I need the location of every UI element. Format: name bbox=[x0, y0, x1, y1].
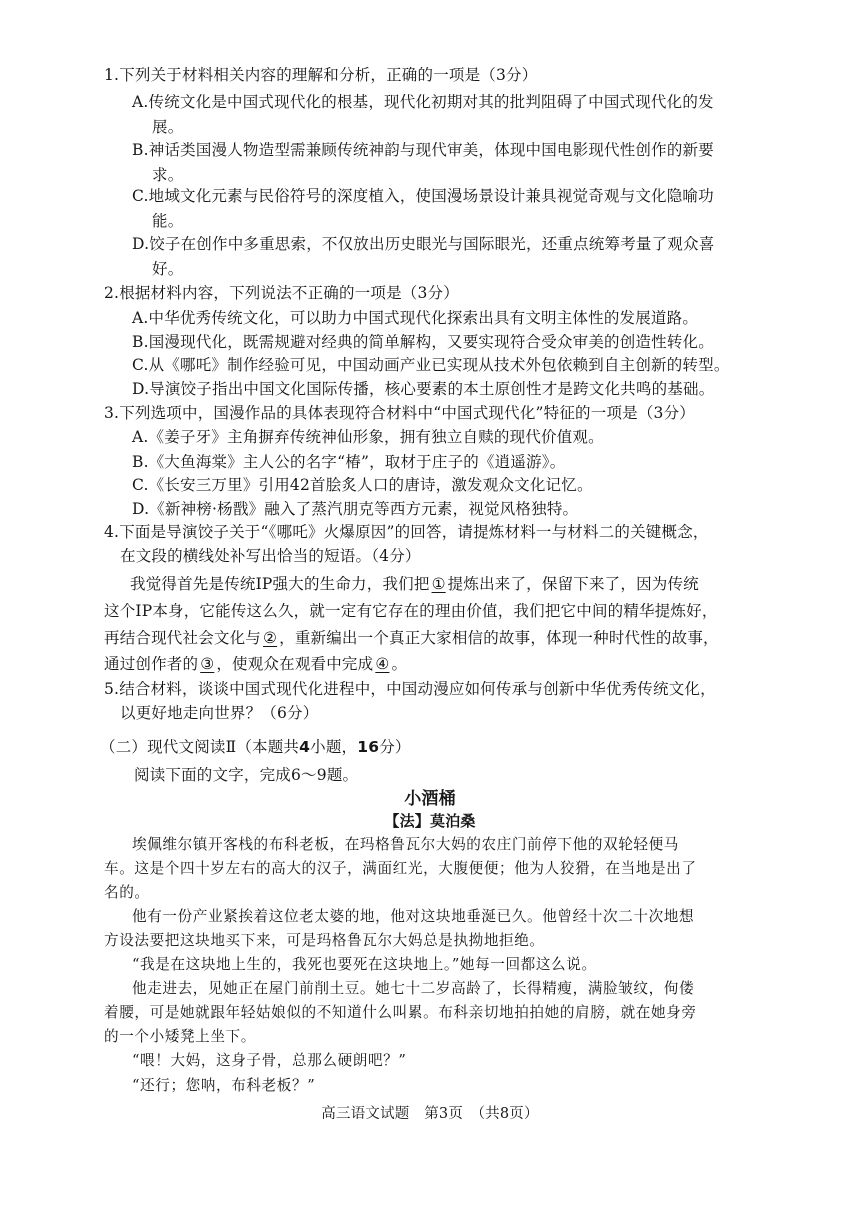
q3-stem: 3.下列选项中，国漫作品的具体表现符合材料中“中国式现代化”特征的一项是（3分） bbox=[104, 404, 696, 422]
q4-text: 再结合现代社会文化与 bbox=[104, 629, 262, 647]
story-line: 他走进去，见她正在屋门前削土豆。她七十二岁高龄了，长得精瘦，满脸皱纹，佝偻 bbox=[132, 980, 695, 997]
q1-option-c: C.地域文化元素与民俗符号的深度植入，使国漫场景设计兼具视觉奇观与文化隐喻功 bbox=[132, 187, 714, 205]
section-heading-score: 16 bbox=[357, 738, 380, 756]
section-instruction: 阅读下面的文字，完成6～9题。 bbox=[134, 766, 359, 784]
story-line: 埃佩维尔镇开客栈的布科老板，在玛格鲁瓦尔大妈的农庄门前停下他的双轮轻便马 bbox=[132, 836, 679, 853]
story-line: 车。这是个四十岁左右的高大的汉子，满面红光，大腹便便；他为人狡猾，在当地是出了 bbox=[104, 860, 697, 877]
q5-stem: 5.结合材料，谈谈中国式现代化进程中，中国动漫应如何传承与创新中华优秀传统文化， bbox=[104, 680, 716, 698]
q2-option-d: D.导演饺子指出中国文化国际传播，核心要素的本土原创性才是跨文化共鸣的基础。 bbox=[132, 380, 715, 398]
story-line: “还行；您呐，布科老板？” bbox=[132, 1077, 316, 1094]
q4-text: ，重新编出一个真正大家相信的故事，体现一种时代性的故事， bbox=[279, 629, 719, 647]
q4-blank-3: ③ bbox=[200, 655, 215, 673]
q4-passage-line-1 bbox=[130, 575, 699, 594]
q4-text: 通过创作者的 bbox=[104, 655, 199, 673]
story-line: 的一个小矮凳上坐下。 bbox=[104, 1028, 256, 1045]
q2-option-c: C.从《哪吒》制作经验可见，中国动画产业已实现从技术外包依赖到自主创新的转型。 bbox=[132, 356, 730, 374]
story-line: 名的。 bbox=[104, 884, 150, 901]
q1-option-b: B.神话类国漫人物造型需兼顾传统神韵与现代审美，体现中国电影现代性创作的新要 bbox=[132, 141, 714, 159]
q1-option-d: D.饺子在创作中多重思索，不仅放出历史眼光与国际眼光，还重点统筹考量了观众喜 bbox=[132, 235, 715, 253]
story-author: 【法】莫泊桑 bbox=[384, 812, 476, 830]
q1-option-a: A.传统文化是中国式现代化的根基，现代化初期对其的批判阻碍了中国式现代化的发 bbox=[132, 93, 714, 111]
section-heading-count: 4 bbox=[299, 738, 311, 756]
section-heading-text: 分） bbox=[379, 738, 411, 756]
q1-option-d-cont: 好。 bbox=[152, 260, 184, 278]
section-heading-text: （二）现代文阅读Ⅱ（本题共 bbox=[100, 738, 300, 756]
section-heading bbox=[100, 738, 411, 757]
q4-blank-4: ④ bbox=[375, 655, 390, 673]
q3-option-a: A.《姜子牙》主角摒弃传统神仙形象，拥有独立自赎的现代价值观。 bbox=[132, 428, 604, 446]
q1-option-a-cont: 展。 bbox=[152, 118, 184, 136]
story-line: 他有一份产业紧挨着这位老太婆的地，他对这块地垂涎已久。他曾经十次二十次地想 bbox=[132, 908, 695, 925]
q1-stem: 1.下列关于材料相关内容的理解和分析，正确的一项是（3分） bbox=[104, 66, 538, 84]
story-title: 小酒桶 bbox=[404, 789, 456, 809]
q5-stem-cont: 以更好地走向世界？（6分） bbox=[120, 704, 319, 722]
story-line: “我是在这块地上生的，我死也要死在这块地上。”她每一回都这么说。 bbox=[132, 956, 597, 973]
section-heading-text: 小题， bbox=[310, 738, 358, 756]
q3-option-d: D.《新神榜·杨戬》融入了蒸汽朋克等西方元素，视觉风格独特。 bbox=[132, 500, 579, 518]
q4-blank-1: ① bbox=[431, 575, 446, 593]
q4-text: 我觉得首先是传统IP强大的生命力，我们把 bbox=[130, 575, 430, 593]
page-footer: 高三语文试题 第3页 （共8页） bbox=[321, 1106, 539, 1122]
q1-option-b-cont: 求。 bbox=[152, 166, 184, 184]
story-line: 方设法要把这块地买下来，可是玛格鲁瓦尔大妈总是执拗地拒绝。 bbox=[104, 932, 545, 949]
q4-passage-line-2: 这个IP本身，它能传这么久，就一定有它存在的理由价值，我们把它中间的精华提炼好， bbox=[104, 602, 718, 620]
q4-passage-line-4 bbox=[104, 655, 407, 674]
q4-text: 提炼出来了，保留下来了，因为传统 bbox=[447, 575, 699, 593]
q3-option-b: B.《大鱼海棠》主人公的名字“椿”，取材于庄子的《逍遥游》。 bbox=[132, 453, 566, 471]
q3-option-c: C.《长安三万里》引用42首脍炙人口的唐诗，激发观众文化记忆。 bbox=[132, 476, 593, 494]
q2-option-a: A.中华优秀传统文化，可以助力中国式现代化探索出具有文明主体性的发展道路。 bbox=[132, 309, 699, 327]
q1-option-c-cont: 能。 bbox=[152, 212, 184, 230]
q2-option-b: B.国漫现代化，既需规避对经典的简单解构，又要实现符合受众审美的创造性转化。 bbox=[132, 333, 714, 351]
q4-passage-line-3 bbox=[104, 629, 719, 648]
story-line: 着腰，可是她就跟年轻姑娘似的不知道什么叫累。布科亲切地拍拍她的肩膀，就在她身旁 bbox=[104, 1004, 697, 1021]
q4-text: 。 bbox=[391, 655, 408, 673]
q2-stem: 2.根据材料内容，下列说法不正确的一项是（3分） bbox=[104, 284, 459, 302]
q4-text: ，使观众在观看中完成 bbox=[216, 655, 374, 673]
q4-blank-2: ② bbox=[263, 629, 278, 647]
story-line: “喂！大妈，这身子骨，总那么硬朗吧？” bbox=[132, 1052, 407, 1069]
q4-stem-cont: 在文段的横线处补写出恰当的短语。（4分） bbox=[120, 547, 421, 565]
q4-stem: 4.下面是导演饺子关于“《哪吒》火爆原因”的回答，请提炼材料一与材料二的关键概念， bbox=[104, 523, 709, 541]
